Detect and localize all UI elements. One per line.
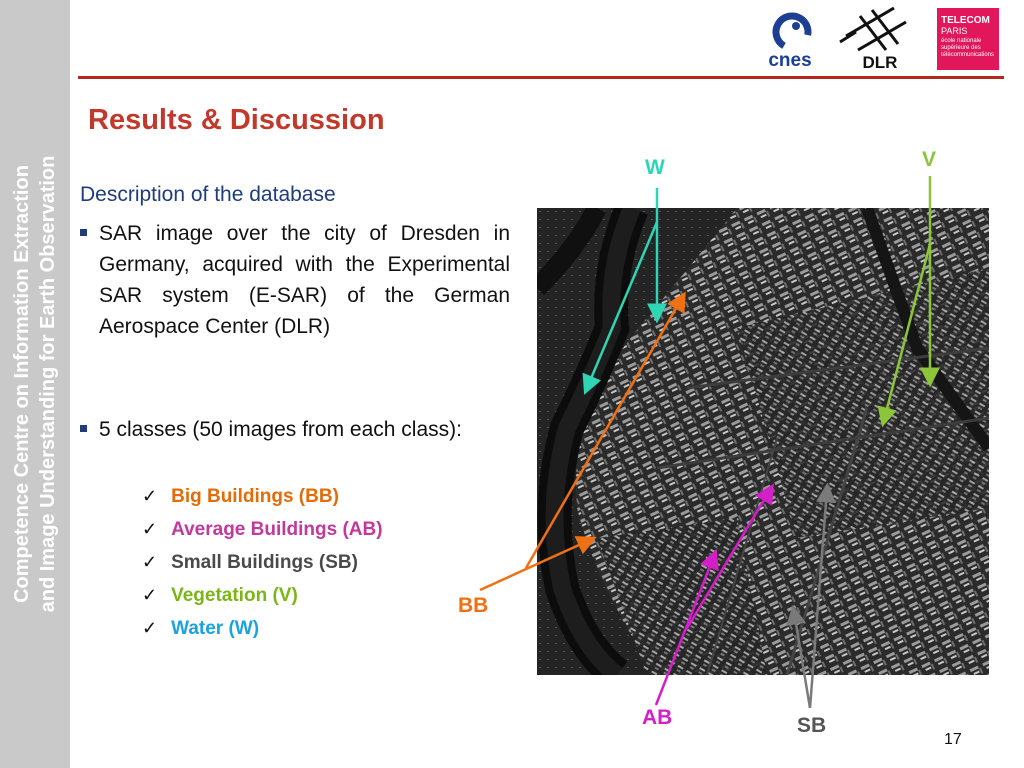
sidebar-banner bbox=[0, 0, 70, 768]
header-rule bbox=[78, 76, 1004, 79]
check-icon: ✓ bbox=[142, 585, 158, 605]
bullet-text: 5 classes (50 images from each class): bbox=[99, 418, 462, 441]
class-item-bb bbox=[142, 481, 383, 514]
telecom-logo-sub3: télécommunications bbox=[941, 52, 995, 58]
bullet-square-icon bbox=[80, 229, 87, 236]
sar-image-dresden bbox=[537, 208, 989, 675]
class-label: Vegetation (V) bbox=[171, 585, 298, 606]
telecom-logo-sub1: école nationale bbox=[941, 38, 982, 44]
class-item-w bbox=[142, 613, 383, 646]
bullet-item bbox=[80, 414, 510, 445]
telecom-logo-line2: PARIS bbox=[941, 26, 968, 36]
cnes-logo-text: cnes bbox=[768, 50, 812, 70]
dlr-logo-text: DLR bbox=[862, 53, 898, 72]
class-item-ab bbox=[142, 514, 383, 547]
label-w: W bbox=[645, 156, 665, 179]
label-ab: AB bbox=[642, 706, 673, 729]
telecom-logo-line1: TELECOM bbox=[941, 15, 990, 26]
check-icon: ✓ bbox=[142, 519, 158, 539]
label-bb: BB bbox=[458, 594, 489, 617]
dlr-logo bbox=[836, 2, 916, 72]
check-icon: ✓ bbox=[142, 618, 158, 638]
telecom-logo-sub2: supérieure des bbox=[941, 45, 981, 51]
bullet-text: SAR image over the city of Dresden in Germany, acquired with the Experimental SAR system (E-SAR) of the German Aerospace Center (DLR) bbox=[99, 222, 510, 338]
bullet-item bbox=[80, 218, 510, 342]
section-subhead: Description of the database bbox=[80, 183, 336, 206]
bullet-square-icon bbox=[80, 425, 87, 432]
sidebar-line-1: Competence Centre on Information Extraction bbox=[11, 165, 33, 603]
class-item-v bbox=[142, 580, 383, 613]
slide-title: Results & Discussion bbox=[88, 104, 385, 136]
class-list bbox=[142, 481, 383, 646]
check-icon: ✓ bbox=[142, 552, 158, 572]
telecom-paris-logo bbox=[937, 8, 999, 70]
sidebar-title bbox=[9, 74, 61, 694]
class-label: Water (W) bbox=[171, 618, 260, 639]
class-item-sb bbox=[142, 547, 383, 580]
check-icon: ✓ bbox=[142, 486, 158, 506]
class-label: Big Buildings (BB) bbox=[171, 486, 339, 507]
cnes-logo bbox=[760, 8, 820, 70]
page-number: 17 bbox=[944, 731, 962, 748]
label-v: V bbox=[922, 148, 937, 171]
class-label: Average Buildings (AB) bbox=[171, 519, 383, 540]
class-label: Small Buildings (SB) bbox=[171, 552, 358, 573]
sidebar-line-2: and Image Understanding for Earth Observation bbox=[37, 155, 59, 613]
label-sb: SB bbox=[797, 714, 827, 737]
telecom-logo-subtitle bbox=[941, 38, 996, 59]
